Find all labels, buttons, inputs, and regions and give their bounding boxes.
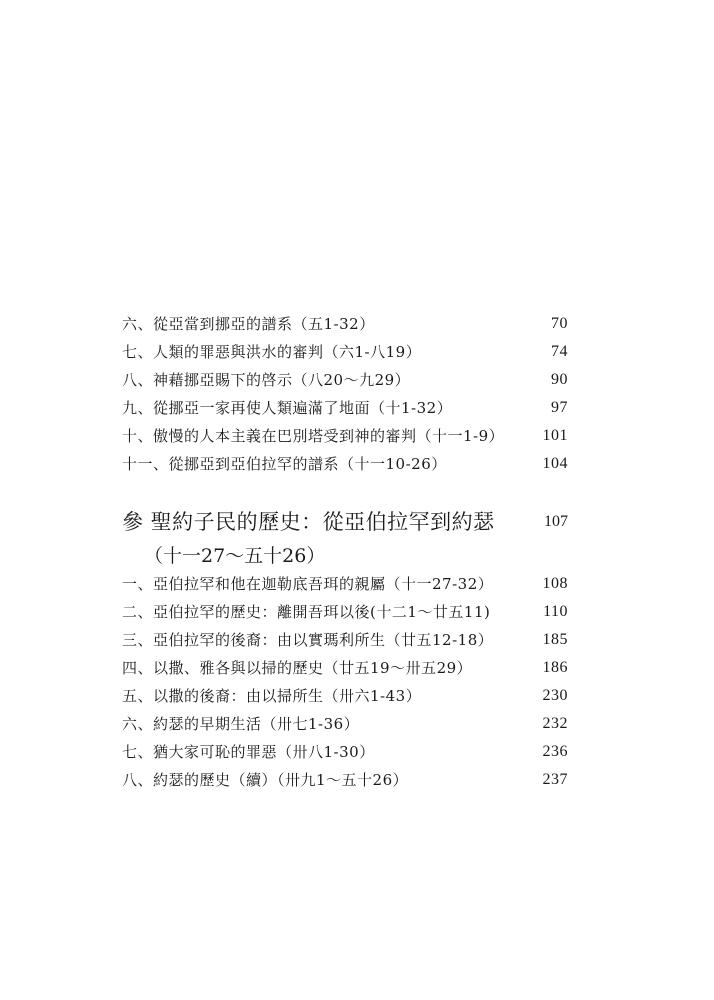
- toc-section-heading[interactable]: [122, 504, 568, 540]
- toc-entry-title: 五、以撒的後裔：由以掃所生（卅六1-43）: [122, 687, 422, 705]
- toc-entry-page: 236: [542, 743, 568, 760]
- toc-entry-page: 74: [551, 343, 568, 360]
- toc-entry[interactable]: [122, 738, 568, 766]
- toc-entry-title: 二、亞伯拉罕的歷史：離開吾珥以後(十二1～廿五11): [122, 603, 491, 621]
- toc-entry-page: 232: [542, 715, 568, 732]
- toc-entry[interactable]: [122, 338, 568, 366]
- toc-entry-page: 186: [542, 659, 568, 676]
- toc-entry[interactable]: [122, 598, 568, 626]
- toc-entry-page: 90: [551, 371, 568, 388]
- toc-entry-title: 七、猶大家可恥的罪惡（卅八1-30）: [122, 743, 375, 761]
- section-page: 107: [544, 513, 568, 530]
- toc-entry-title: 六、從亞當到挪亞的譜系（五1-32）: [122, 315, 375, 333]
- toc-entry-title: 十一、從挪亞到亞伯拉罕的譜系（十一10-26）: [122, 455, 447, 473]
- toc-entry[interactable]: [122, 394, 568, 422]
- toc-entry-title: 七、人類的罪惡與洪水的審判（六1-八19）: [122, 343, 422, 361]
- toc-entry-title: 八、約瑟的歷史（續）（卅九1～五十26）: [122, 771, 409, 789]
- toc-entry-page: 104: [542, 455, 568, 472]
- toc-entry-title: 一、亞伯拉罕和他在迦勒底吾珥的親屬（十一27-32）: [122, 575, 494, 593]
- toc-entry[interactable]: [122, 422, 568, 450]
- toc-entry-title: 九、從挪亞一家再使人類遍滿了地面（十1-32）: [122, 399, 453, 417]
- toc-entry-title: 六、約瑟的早期生活（卅七1-36）: [122, 715, 360, 733]
- toc-entry[interactable]: [122, 626, 568, 654]
- toc-entry-page: 230: [542, 687, 568, 704]
- toc-entry[interactable]: [122, 450, 568, 478]
- toc-entry-title: 十、傲慢的人本主義在巴別塔受到神的審判（十一1-9）: [122, 427, 505, 445]
- toc-entry-page: 108: [542, 575, 568, 592]
- toc-entry[interactable]: [122, 766, 568, 794]
- toc-entry-page: 185: [542, 631, 568, 648]
- section-title: 參 聖約子民的歷史：從亞伯拉罕到約瑟: [122, 510, 495, 534]
- toc-entry-page: 97: [551, 399, 568, 416]
- toc-entry[interactable]: [122, 310, 568, 338]
- toc-entry-page: 70: [551, 315, 568, 332]
- section-subtitle: （十一27～五十26）: [144, 545, 326, 567]
- toc-entry-page: 101: [542, 427, 568, 444]
- toc-entry[interactable]: [122, 366, 568, 394]
- toc-entry[interactable]: [122, 654, 568, 682]
- toc-entry-title: 四、以撒、雅各與以掃的歷史（廿五19～卅五29）: [122, 659, 473, 677]
- toc-entry[interactable]: [122, 710, 568, 738]
- toc-entry-title: 八、神藉挪亞賜下的啓示（八20～九29）: [122, 371, 411, 389]
- toc-entry-title: 三、亞伯拉罕的後裔：由以實瑪利所生（廿五12-18）: [122, 631, 494, 649]
- toc-entry[interactable]: [122, 682, 568, 710]
- toc-entry-page: 237: [542, 771, 568, 788]
- toc-entry[interactable]: [122, 570, 568, 598]
- toc-entry-page: 110: [543, 603, 568, 620]
